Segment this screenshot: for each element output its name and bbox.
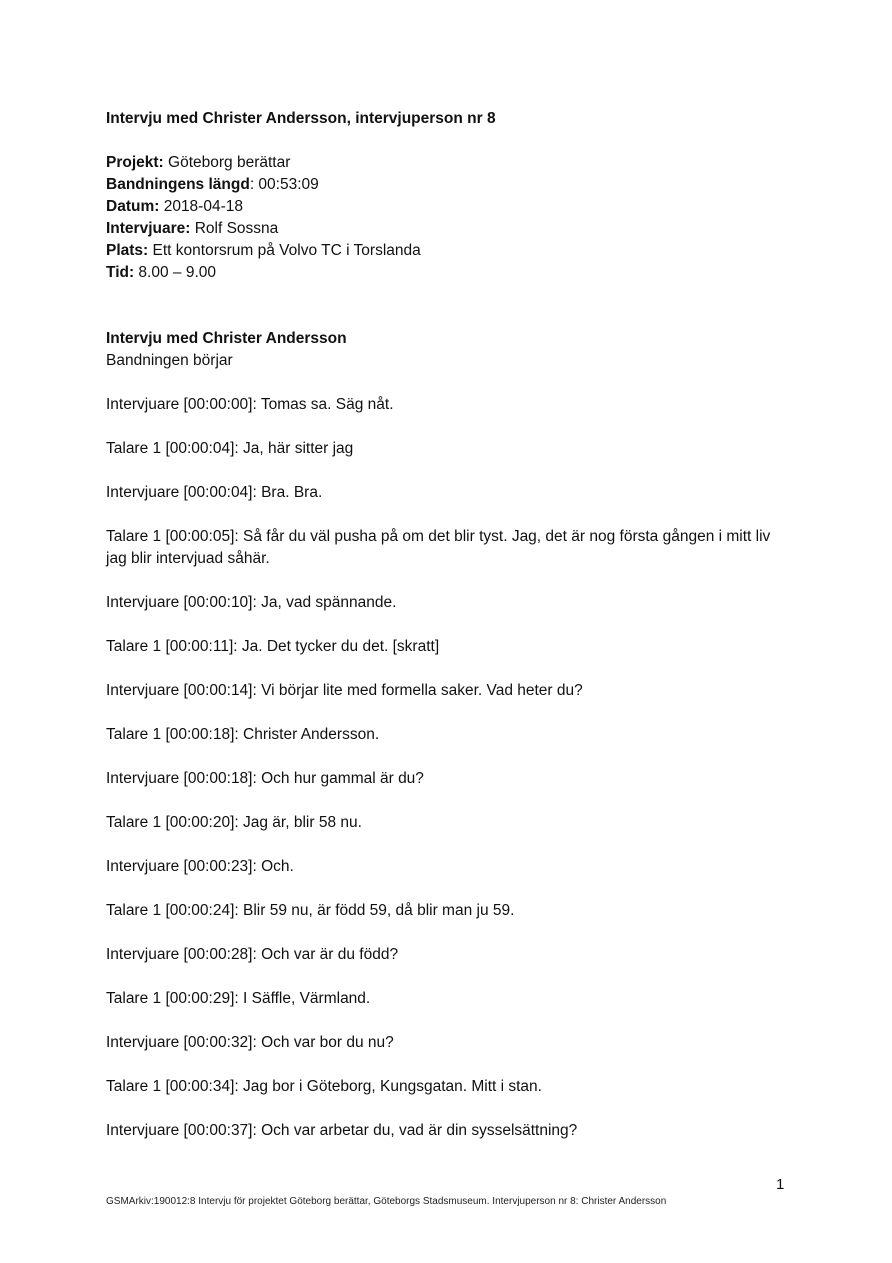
transcript-line: Intervjuare [00:00:04]: Bra. Bra.: [106, 484, 323, 501]
transcript-line: Talare 1 [00:00:18]: Christer Andersson.: [106, 726, 380, 743]
metadata-block: [106, 152, 786, 284]
transcript-line: Talare 1 [00:00:20]: Jag är, blir 58 nu.: [106, 814, 362, 831]
transcript-line: Intervjuare [00:00:32]: Och var bor du nu?: [106, 1034, 394, 1051]
meta-label: Projekt:: [106, 154, 164, 171]
section-title: Intervju med Christer Andersson: [106, 330, 347, 347]
transcript-line: Intervjuare [00:00:14]: Vi börjar lite med formella saker. Vad heter du?: [106, 682, 583, 699]
meta-value: : 00:53:09: [249, 176, 319, 193]
transcript-line: Intervjuare [00:00:23]: Och.: [106, 858, 294, 875]
meta-datum: [106, 196, 786, 218]
transcript-line: Talare 1 [00:00:11]: Ja. Det tycker du det. [skratt]: [106, 638, 440, 655]
transcript-line: Talare 1 [00:00:04]: Ja, här sitter jag: [106, 440, 354, 457]
meta-value: Göteborg berättar: [163, 154, 291, 171]
transcript-line: Intervjuare [00:00:28]: Och var är du född?: [106, 946, 399, 963]
transcript-line: Intervjuare [00:00:37]: Och var arbetar du, vad är din sysselsättning?: [106, 1122, 578, 1139]
document-body: [106, 108, 786, 1164]
transcript-line: Intervjuare [00:00:00]: Tomas sa. Säg nåt.: [106, 396, 394, 413]
transcript-line: Talare 1 [00:00:05]: Så får du väl pusha på om det blir tyst. Jag, det är nog första gången i mitt liv jag blir intervjuad såhär.: [106, 528, 771, 567]
transcript-line: Intervjuare [00:00:10]: Ja, vad spännande.: [106, 594, 397, 611]
meta-label: Bandningens längd: [106, 176, 250, 193]
transcript-line: Talare 1 [00:00:29]: I Säffle, Värmland.: [106, 990, 371, 1007]
meta-value: 8.00 – 9.00: [134, 264, 216, 281]
page-footer: GSMArkiv:190012:8 Intervju för projektet Göteborg berättar, Göteborgs Stadsmuseum. Intervjuperson nr 8: Christer Andersson: [106, 1196, 667, 1207]
meta-projekt: [106, 152, 786, 174]
meta-value: 2018-04-18: [159, 198, 243, 215]
document-title: Intervju med Christer Andersson, intervjuperson nr 8: [106, 110, 496, 127]
transcript-line: Talare 1 [00:00:24]: Blir 59 nu, är född 59, då blir man ju 59.: [106, 902, 515, 919]
meta-label: Plats:: [106, 242, 149, 259]
meta-label: Intervjuare:: [106, 220, 191, 237]
meta-intervjuare: [106, 218, 786, 240]
section-subtitle: Bandningen börjar: [106, 352, 233, 369]
transcript-line: Talare 1 [00:00:34]: Jag bor i Göteborg, Kungsgatan. Mitt i stan.: [106, 1078, 542, 1095]
meta-tid: [106, 262, 786, 284]
meta-label: Datum:: [106, 198, 160, 215]
transcript: [106, 394, 786, 1142]
page-number: 1: [776, 1176, 785, 1193]
meta-plats: [106, 240, 786, 262]
meta-label: Tid:: [106, 264, 135, 281]
meta-bandningens-langd: [106, 174, 786, 196]
meta-value: Rolf Sossna: [190, 220, 279, 237]
transcript-line: Intervjuare [00:00:18]: Och hur gammal är du?: [106, 770, 424, 787]
interview-section: [106, 328, 786, 1142]
meta-value: Ett kontorsrum på Volvo TC i Torslanda: [148, 242, 421, 259]
